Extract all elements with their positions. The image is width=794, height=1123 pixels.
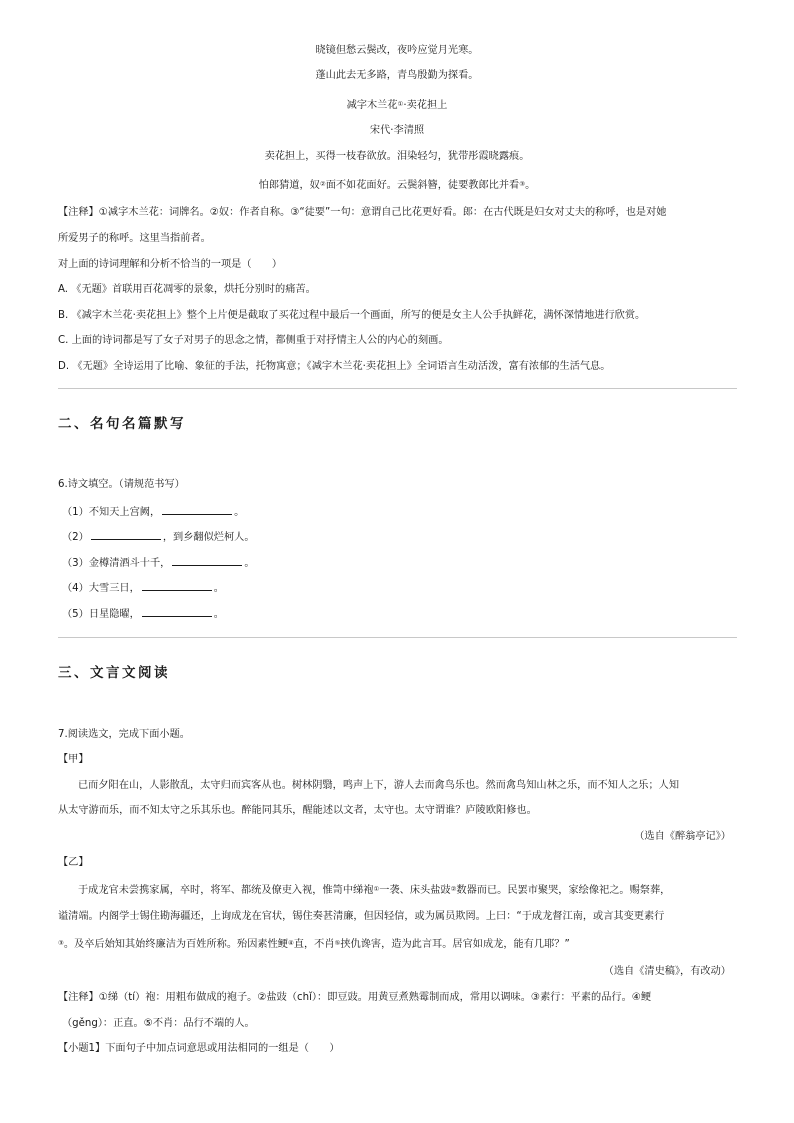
notes2-line1: 【注释】①绨（tí）袍：用粗布做成的袍子。②盐豉（chǐ）：即豆豉。用黄豆煮熟霉制而成，常用以调味。③素行：平素的品行。④鲠 bbox=[58, 992, 652, 1003]
notes2-line2: （gěng）：正直。⑤不肖：品行不端的人。 bbox=[62, 1018, 255, 1029]
item-tail-text: 。 bbox=[213, 583, 224, 594]
item-number: （5） bbox=[62, 609, 89, 620]
question5-option-b[interactable]: B. 《减字木兰花·卖花担上》整个上片便是截取了买花过程中最后一个画面，所写的便是女主人公手执鲜花，满怀深情地进行欣赏。 bbox=[58, 310, 646, 321]
divider bbox=[58, 637, 737, 638]
footnote-marker: ② bbox=[450, 885, 457, 893]
question5-option-d[interactable]: D. 《无题》全诗运用了比喻、象征的手法，托物寓意；《减字木兰花·卖花担上》全词语言生动活泼，富有浓郁的生活气息。 bbox=[58, 361, 611, 372]
notes1-line2: 所爱男子的称呼。这里当指前者。 bbox=[58, 233, 211, 244]
poem2-title-rest: ·卖花担上 bbox=[403, 100, 448, 111]
item-given-text: 不知天上宫阙， bbox=[88, 507, 161, 518]
footnote-marker: ③ bbox=[519, 180, 526, 188]
poem2-line1: 卖花担上，买得一枝春欲放。泪染轻匀，犹带彤霞晓露痕。 bbox=[264, 151, 530, 162]
section-title-3: 三、文言文阅读 bbox=[58, 665, 170, 681]
item-tail-text: 。 bbox=[234, 507, 245, 518]
item-number: （3） bbox=[62, 558, 89, 569]
poem2-title bbox=[0, 99, 794, 113]
item-number: （2） bbox=[62, 532, 89, 543]
answer-blank[interactable] bbox=[172, 555, 242, 566]
item-tail-text: 。 bbox=[213, 609, 224, 620]
footnote-marker: ④ bbox=[287, 939, 294, 947]
footnote-marker: ③ bbox=[58, 939, 64, 947]
passage-label-yi: 【乙】 bbox=[58, 857, 89, 868]
answer-blank[interactable] bbox=[162, 504, 232, 515]
passage-text: 直，不肖 bbox=[293, 939, 335, 950]
passage-jia-line1: 已而夕阳在山，人影散乱，太守归而宾客从也。树林阴翳，鸣声上下，游人去而禽鸟乐也。然而禽鸟知山林之乐，而不知人之乐；人知 bbox=[78, 780, 680, 791]
question5-option-a[interactable]: A. 《无题》首联用百花凋零的景象，烘托分别时的痛苦。 bbox=[58, 284, 316, 295]
question5-option-c[interactable]: C. 上面的诗词都是写了女子对男子的思念之情，都侧重于对抒情主人公的内心的刻画。 bbox=[58, 335, 449, 346]
footnote-marker: ② bbox=[319, 180, 326, 188]
passage-yi-line3 bbox=[58, 938, 570, 952]
question6-stem: 6.诗文填空。（请规范书写） bbox=[58, 479, 185, 490]
poem2-author: 宋代·李清照 bbox=[369, 125, 425, 136]
poem2-line2 bbox=[0, 179, 794, 193]
passage-yi-line2: 谥清端。内阁学士锡住勘海疆还，上询成龙在官状，锡住奏甚清廉，但因轻信，或为属员欺罔。上曰：“于成龙督江南，或言其变更素行 bbox=[58, 911, 665, 922]
footnote-marker: ① bbox=[373, 885, 380, 893]
passage-text: 挟仇谗害，造为此言耳。居官如成龙，能有几耶？” bbox=[340, 939, 570, 950]
passage-text: 于成龙官未尝携家属，卒时，将军、都统及僚吏入视，惟笥中绨袍 bbox=[78, 885, 374, 896]
passage-text: 一袭、床头盐豉 bbox=[379, 885, 451, 896]
passage-label-jia: 【甲】 bbox=[58, 754, 89, 765]
passage-jia-source: （选自《醉翁亭记》） bbox=[634, 831, 731, 842]
item-number: （1） bbox=[62, 507, 89, 518]
passage-text: 数器而已。民罢市聚哭，家绘像祀之。赐祭葬， bbox=[456, 885, 671, 896]
question5-stem: 对上面的诗词理解和分析不恰当的一项是（ ） bbox=[58, 259, 283, 270]
item-given-text: 金樽清酒斗十千， bbox=[88, 558, 171, 569]
question7-stem: 7.阅读选文，完成下面小题。 bbox=[58, 729, 190, 740]
poem2-line2-part-a: 怕郎猜道，奴 bbox=[258, 180, 320, 191]
poem2-title-main: 减字木兰花 bbox=[346, 100, 398, 111]
answer-blank[interactable] bbox=[142, 580, 212, 591]
question6-item-5 bbox=[62, 606, 224, 622]
question6-item-3 bbox=[62, 555, 255, 571]
poem1-line3: 晓镜但愁云鬓改，夜吟应觉月光寒。 bbox=[315, 45, 479, 56]
passage-yi-source: （选自《清史稿》，有改动） bbox=[603, 966, 731, 977]
section-title-2: 二、名句名篇默写 bbox=[58, 416, 186, 432]
question6-item-4 bbox=[62, 580, 224, 596]
passage-jia-line2: 从太守游而乐，而不知太守之乐其乐也。醉能同其乐，醒能述以文者，太守也。太守谓谁？庐陵欧阳修也。 bbox=[58, 805, 537, 816]
notes1-line1: 【注释】①减字木兰花：词牌名。②奴：作者自称。③“徒要”一句：意谓自己比花更好看。郎：在古代既是妇女对丈夫的称呼，也是对她 bbox=[58, 207, 667, 218]
question6-item-2 bbox=[62, 529, 255, 545]
item-tail-text: 。 bbox=[244, 558, 255, 569]
item-given-text: 大雪三日， bbox=[88, 583, 140, 594]
subquestion-1: 【小题1】下面句子中加点词意思或用法相同的一组是（ ） bbox=[58, 1043, 340, 1054]
item-given-text: 日星隐曜， bbox=[88, 609, 140, 620]
answer-blank[interactable] bbox=[142, 606, 212, 617]
poem1-line4: 蓬山此去无多路，青鸟殷勤为探看。 bbox=[315, 70, 479, 81]
divider bbox=[58, 388, 737, 389]
poem2-line2-part-b: 面不如花面好。云鬓斜簪，徒要教郎比并看 bbox=[325, 180, 520, 191]
footnote-marker: ⑤ bbox=[334, 939, 341, 947]
item-number: （4） bbox=[62, 583, 89, 594]
footnote-marker: ① bbox=[397, 100, 404, 108]
item-tail-text: ，到乡翻似烂柯人。 bbox=[162, 532, 255, 543]
answer-blank[interactable] bbox=[91, 529, 161, 540]
passage-yi-line1 bbox=[78, 884, 670, 898]
passage-text: 。及卒后始知其始终廉洁为百姓所称。殆因素性鲠 bbox=[63, 939, 288, 950]
poem2-line2-end: 。 bbox=[525, 180, 536, 191]
question6-item-1 bbox=[62, 504, 244, 520]
